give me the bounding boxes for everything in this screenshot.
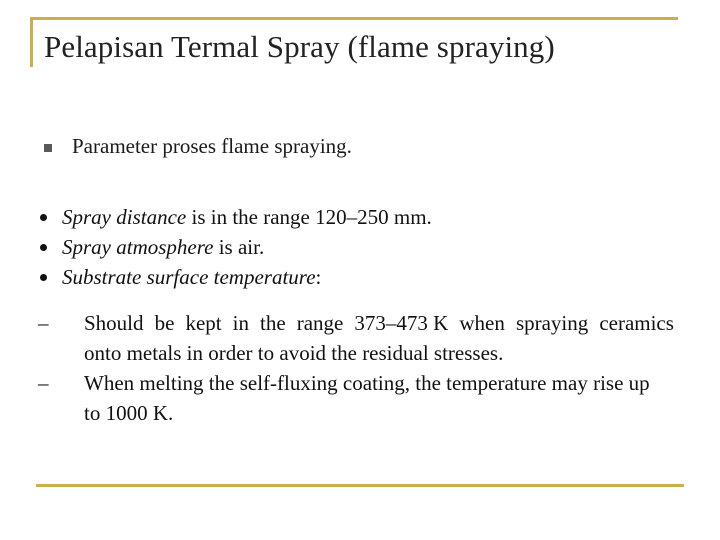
subitem-word: ceramics (599, 311, 674, 335)
subitem-text: When melting the self-fluxing coating, the temperature may rise up (84, 371, 650, 395)
subitem-text: onto metals in order to avoid the residual stresses. (84, 341, 504, 365)
subitem-word: the (260, 311, 286, 335)
excerpt-bullet (38, 232, 688, 262)
excerpt-bullet-text (62, 232, 264, 262)
frame-left-border (30, 17, 33, 67)
subitem-word: Should (84, 311, 144, 335)
round-bullet-icon (40, 244, 47, 251)
subitem-word: range (296, 311, 344, 335)
dash-marker: – (38, 311, 49, 335)
frame-bottom-border (36, 484, 684, 487)
round-bullet-icon (40, 274, 47, 281)
subitem-text (84, 308, 674, 338)
subitem-word: kept (185, 311, 222, 335)
excerpt-bullet-label: Spray atmosphere (62, 235, 214, 259)
subitem-word: be (154, 311, 175, 335)
excerpt-bullet-label: Substrate surface temperature (62, 265, 316, 289)
frame-top-border (30, 17, 678, 20)
subitem-word: spraying (515, 311, 589, 335)
subitem-text: to 1000 K. (84, 401, 174, 425)
subitem-line (38, 368, 688, 398)
scanned-excerpt (38, 202, 688, 428)
subitem-word: when (459, 311, 505, 335)
excerpt-bullet-rest: : (315, 265, 322, 289)
subitem-line (38, 308, 688, 338)
subitem-word: in (232, 311, 249, 335)
dash-marker: – (38, 371, 49, 395)
excerpt-bullet-rest: is air. (213, 235, 265, 259)
round-bullet-icon (40, 214, 47, 221)
square-bullet-icon (44, 144, 52, 152)
main-bullet-text: Parameter proses flame spraying. (72, 134, 352, 158)
subitem-line (38, 398, 688, 428)
excerpt-subitems (38, 308, 688, 428)
subitem-line (38, 338, 688, 368)
subitem-word: 373–473 K (354, 311, 449, 335)
excerpt-bullet (38, 202, 688, 232)
slide-title: Pelapisan Termal Spray (flame spraying) (44, 29, 555, 64)
excerpt-bullet-rest: is in the range 120–250 mm. (186, 205, 432, 229)
excerpt-bullet-text (62, 202, 432, 232)
excerpt-bullet (38, 262, 688, 292)
excerpt-bullet-label: Spray distance (62, 205, 187, 229)
excerpt-bullet-text (62, 262, 321, 292)
